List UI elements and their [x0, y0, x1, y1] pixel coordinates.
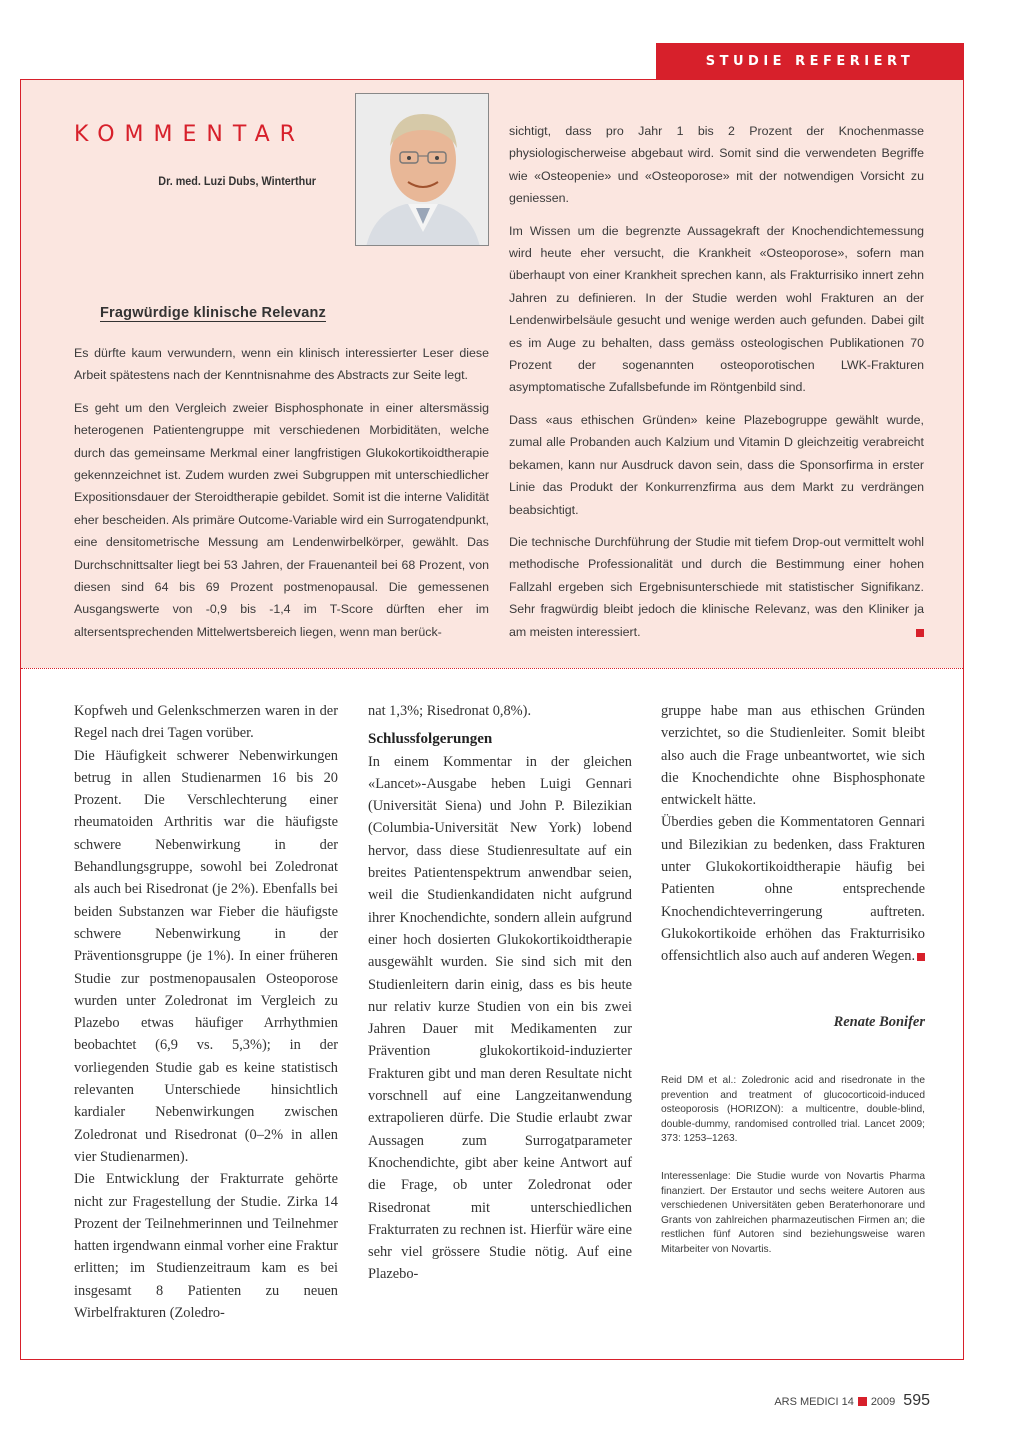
conclusions-heading: Schlussfolgerungen — [368, 731, 493, 748]
comment-paragraph: Es geht um den Vergleich zweier Bisphosphonate in einer altersmässig heterogenen Patientengruppe mit verschiedenen Morbiditäten, welche durch das gemeinsame Merkmal einer langfristigen Glukokortikoidtherapie gekennzeichnet ist. Zudem wurden zwei Subgruppen mit unterschiedlicher Expositionsdauer der Steroidtherapie gebildet. Somit ist die interne Validität eher bescheiden. Als primäre Outcome-Variable wird ein Surrogatendpunkt, eine densitometrische Messung am Lendenwirbelkörper, gewählt. Das Durchschnittsalter liegt bei 53 Jahren, der Frauenanteil bei 68 Prozent, von diesen sind 64 bis 69 Prozent postmenopausal. Die gemessenen Ausgangswerte von -0,9 bis -1,4 im T-Score dürften eher im altersentsprechenden Mittelwertsbereich liegen, wenn man berück- — [74, 400, 489, 639]
article-paragraph: gruppe habe man aus ethischen Gründen verzichtet, so die Studienleiter. Somit bleibt also auch die Frage unbeantwortet, wie sich die Knochendichte ohne Bisphosphonate entwickelt hätte. — [661, 703, 925, 809]
comment-paragraph: Im Wissen um die begrenzte Aussagekraft der Knochendichtemessung wird heute eher versucht, die Krankheit «Osteoporose», sofern man überhaupt von einer Krankheit sprechen kann, als Frakturrisiko innert zehn Jahren zu definieren. In der Studie werden wohl Frakturen an der Lendenwirbelsäule gesucht und wenige werden auch gefunden. Dabei gilt es im Auge zu behalten, dass gemäss osteologischen Publikationen 70 Prozent der sogenannten osteoporotischen LWK-Frakturen asymptomatische Zufallsbefunde im Röntgenbild sind. — [509, 223, 924, 395]
disclosure-note: Interessenlage: Die Studie wurde von Novartis Pharma finanziert. Der Erstautor und sechs weitere Autoren aus verschiedenen Universitäten geben Beraterhonorare und Grants von zahlreichen pharmazeutischen Firmen an; die restlichen fünf Autoren sind beziehungsweise waren Mitarbeiter von Novartis. — [661, 1171, 925, 1255]
article-paragraph-text: Überdies geben die Kommentatoren Gennari und Bilezikian zu bedenken, dass Frakturen unter Glukokortikoidtherapie häufig bei Patienten ohne entsprechende Knochendichteverringerung auftreten. Glukokortikoide erhöhen das Frakturrisiko offensichtlich also auch auf anderen Wegen. — [661, 814, 925, 965]
section-label: STUDIE REFERIERT — [656, 43, 964, 79]
end-mark-icon — [917, 953, 925, 961]
comment-section-heading: Fragwürdige klinische Relevanz — [100, 305, 326, 321]
journal-name: ARS MEDICI 14 — [774, 1396, 854, 1408]
end-mark-icon — [916, 629, 924, 637]
journal-year: 2009 — [870, 1396, 896, 1408]
article-paragraph: Die Häufigkeit schwerer Nebenwirkungen betrug in allen Studienarmen 16 bis 20 Prozent. Die Verschlechterung einer rheumatoiden Arthritis war die häufigste schwere Nebenwirkung in der Behandlungsgruppe, sowohl bei Zoledronat als auch bei Risedronat (je 2%). Ebenfalls bei beiden Substanzen war Fieber die häufigste schwere Nebenwirkung in der Präventionsgruppe (je 1%). In einer früheren Studie zur postmenopausalen Osteoporose wurden unter Zoledronat im Vergleich zu Plazebo etwas häufiger Arrhythmien beobachtet (6,9 vs. 5,3%); in der vorliegenden Studie gab es keine statistisch relevanten Unterschiede hinsichtlich kardialer Nebenwirkungen zwischen Zoledronat und Risedronat (0–2% in allen vier Studienarmen). — [74, 747, 338, 1165]
comment-paragraph: sichtigt, dass pro Jahr 1 bis 2 Prozent der Knochenmasse physiologischerweise abgebaut wird. Somit sind die verwendeten Begriffe wie «Osteopenie» und «Osteoporose» mit der notwendigen Vorsicht zu geniessen. — [509, 124, 924, 206]
article-paragraph: Die Entwicklung der Frakturrate gehörte nicht zur Fragestellung der Studie. Zirka 14 Prozent der Teilnehmerinnen und Teilnehmer hatten irgendwann einmal vorher eine Fraktur erlitten; im Studienzeitraum kam es bei insgesamt 8 Patienten zu neuen Wirbelfrakturen (Zoledro- — [74, 1171, 338, 1322]
article-column-1 — [74, 700, 338, 1324]
comment-right-column — [509, 120, 924, 653]
comment-divider — [21, 668, 963, 669]
page-footer — [760, 1392, 930, 1410]
author-portrait — [355, 93, 489, 246]
footer-square-icon — [858, 1397, 867, 1406]
article-column-3 — [661, 700, 925, 968]
article-column-2 — [368, 700, 632, 1286]
article-paragraph — [661, 811, 925, 967]
article-paragraph: Kopfweh und Gelenkschmerzen waren in der Regel nach drei Tagen vorüber. — [74, 703, 338, 742]
comment-paragraph: Dass «aus ethischen Gründen» keine Plazebogruppe gewählt wurde, zumal alle Probanden auch Kalzium und Vitamin D gleichzeitig verabreicht bekamen, kann nur Ausdruck davon sein, dass die Sponsorfirma in erster Linie das Produkt der Konkurrenzfirma aus dem Markt zu verdrängen beabsichtigt. — [509, 412, 924, 517]
comment-left-column — [74, 342, 489, 653]
portrait-illustration — [356, 94, 489, 246]
comment-title: KOMMENTAR — [74, 122, 305, 147]
comment-author: Dr. med. Luzi Dubs, Winterthur — [158, 174, 316, 188]
article-signature: Renate Bonifer — [833, 1014, 925, 1030]
comment-paragraph-text: Die technische Durchführung der Studie mit tiefem Drop-out vermittelt wohl methodische Professionalität und durch die Bestimmung einer hohen Fallzahl ergeben sich Ergebnisunterschiede mit statistischer Signifikanz. Sehr fragwürdig bleibt jedoch die klinische Relevanz, was den Kliniker ja am meisten interessiert. — [509, 534, 924, 639]
comment-paragraph — [509, 531, 924, 643]
reference-note: Reid DM et al.: Zoledronic acid and risedronate in the prevention and treatment of glucocorticoid-induced osteoporosis (HORIZON): a multicentre, double-blind, double-dummy, randomised controlled trial. Lancet 2009; 373: 1253–1263. — [661, 1075, 925, 1144]
comment-paragraph: Es dürfte kaum verwundern, wenn ein klinisch interessierter Leser diese Arbeit spätestens nach der Kenntnisnahme des Abstracts zur Seite legt. — [74, 346, 489, 383]
article-paragraph: nat 1,3%; Risedronat 0,8%). — [368, 703, 532, 719]
page-number: 595 — [903, 1392, 930, 1409]
article-paragraph: In einem Kommentar in der gleichen «Lancet»-Ausgabe heben Luigi Gennari (Universität Siena) und John P. Bilezikian (Columbia-Universität New York) lobend hervor, dass diese Studienresultate auf ein breites Patientenspektrum anwendbar seien, weil die Studienkandidaten nicht aufgrund ihrer Knochendichte, sondern allein aufgrund einer hoch dosierten Glukokortikoidtherapie ausgewählt wurden. Sie sind sich mit den Studienleitern darin einig, dass es bis heute nur relativ kurze Studien von ein bis zwei Jahren Dauer mit Medikamenten zur Prävention glukokortikoid-induzierter Frakturen gibt und man deren Resultate nicht vorschnell auf eine Langzeitanwendung extrapolieren dürfe. Die Studie erlaubt zwar Aussagen zum Surrogatparameter Knochendichte, gibt aber keine Antwort auf die Frage, ob unter Zoledronat oder Risedronat mit unterschiedlichen Frakturraten zu rechnen ist. Hierfür wäre eine sehr viel grössere Studie nötig. Auf eine Plazebo- — [368, 753, 632, 1283]
